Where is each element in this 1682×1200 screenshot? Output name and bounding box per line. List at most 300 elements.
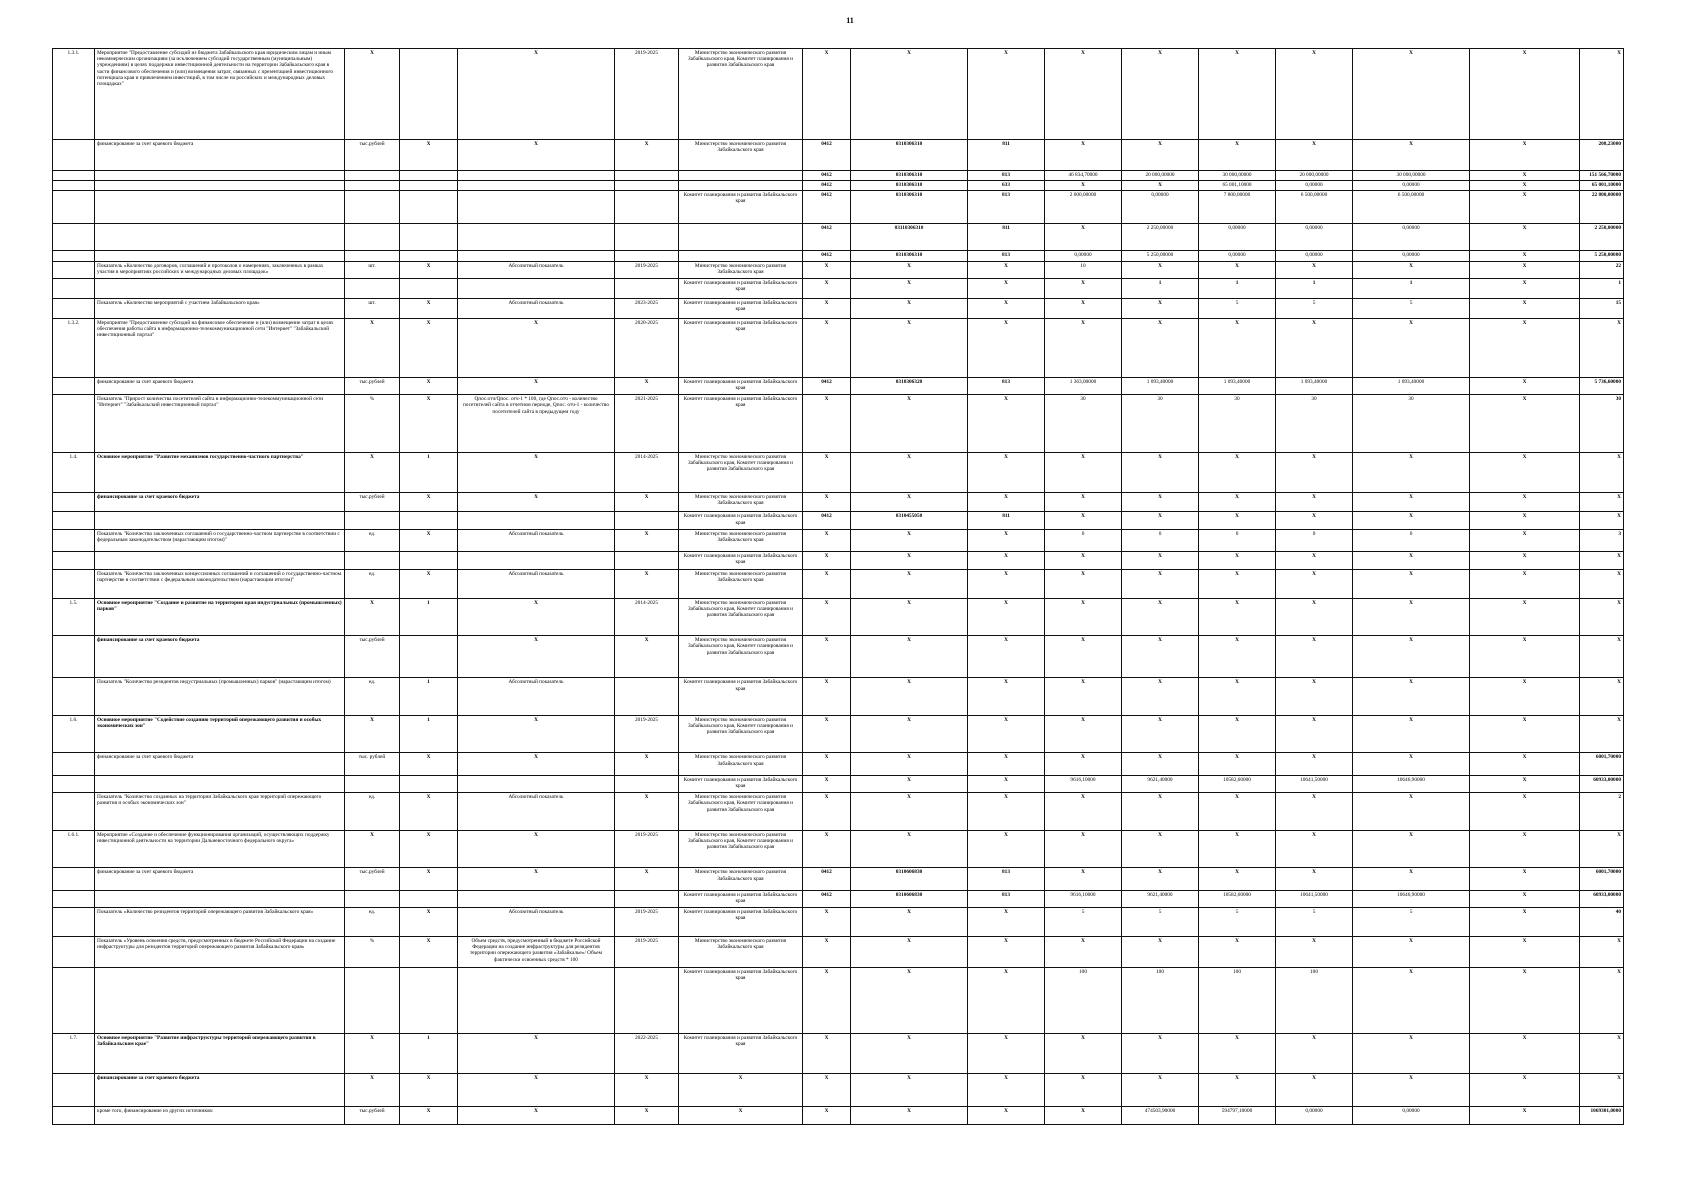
cell-unit (345, 512, 400, 530)
cell-value-2021: X (1045, 753, 1122, 775)
cell-target-code: 0310306310 (851, 170, 968, 180)
cell-unit: шт. (345, 261, 400, 278)
cell-method (458, 278, 615, 298)
cell-name: финансирование за счет краевого бюджета (95, 636, 345, 678)
cell-executor: Комитет планирования и развития Забайкальского края (679, 395, 803, 453)
cell-number: 1.4. (53, 452, 95, 492)
cell-value-2023: 0 (1199, 530, 1276, 552)
cell-total: 208,23000 (1580, 139, 1624, 170)
cell-name: Мероприятие «Создание и обеспечение функционирования организаций, осуществляющих поддержку инвестиционной деятельности на территории Дальневосточного федерального округа» (95, 830, 345, 868)
cell-value-2022: 5 (1122, 908, 1199, 937)
cell-target-code: X (851, 569, 968, 598)
cell-total: 15 (1580, 298, 1624, 318)
cell-col3: X (400, 793, 458, 831)
cell-executor: Министерство экономического развития Забайкальского края, Комитет планирования и развития Забайкальского края (679, 452, 803, 492)
table-row (53, 598, 1624, 636)
cell-period: 2019-2025 (615, 49, 679, 140)
table-row (53, 298, 1624, 318)
cell-value-2021: X (1045, 139, 1122, 170)
cell-executor: Комитет планирования и развития Забайкальского края (679, 967, 803, 1033)
cell-value-2021: X (1045, 298, 1122, 318)
cell-number (53, 552, 95, 570)
cell-number (53, 224, 95, 251)
cell-value-2022: X (1122, 492, 1199, 512)
cell-expense-code: X (968, 278, 1045, 298)
cell-value-extra: X (1470, 170, 1580, 180)
cell-expense-code: X (968, 937, 1045, 968)
cell-value-2021: 9616,10000 (1045, 775, 1122, 793)
cell-target-code: X (851, 830, 968, 868)
cell-target-code: X (851, 1073, 968, 1106)
cell-number (53, 1073, 95, 1106)
table-row (53, 1034, 1624, 1074)
cell-col3: 1 (400, 678, 458, 716)
cell-col3: X (400, 378, 458, 395)
cell-value-2025: X (1353, 678, 1470, 716)
cell-section-code: X (803, 937, 851, 968)
cell-number (53, 278, 95, 298)
cell-value-2021: X (1045, 318, 1122, 378)
cell-name (95, 278, 345, 298)
cell-col3 (400, 636, 458, 678)
cell-unit: ед. (345, 908, 400, 937)
cell-total: X (1580, 830, 1624, 868)
cell-expense-code: X (968, 452, 1045, 492)
cell-period: X (615, 139, 679, 170)
cell-method: X (458, 753, 615, 775)
cell-value-extra: X (1470, 250, 1580, 261)
cell-value-2021: X (1045, 830, 1122, 868)
cell-expense-code: X (968, 793, 1045, 831)
cell-section-code: 0412 (803, 224, 851, 251)
cell-value-2024: 0,00000 (1276, 250, 1353, 261)
cell-col3 (400, 512, 458, 530)
cell-name (95, 775, 345, 793)
table-row (53, 250, 1624, 261)
cell-executor (679, 250, 803, 261)
cell-name (95, 190, 345, 223)
cell-value-2022: X (1122, 298, 1199, 318)
cell-section-code: X (803, 298, 851, 318)
cell-value-2024: X (1276, 452, 1353, 492)
cell-target-code: 0310306310 (851, 139, 968, 170)
cell-name (95, 250, 345, 261)
cell-expense-code: X (968, 552, 1045, 570)
cell-target-code: X (851, 678, 968, 716)
cell-value-2025: X (1353, 452, 1470, 492)
cell-value-extra: X (1470, 552, 1580, 570)
cell-method: Qпос.отч/Qпос. отч-1 * 100, где Qпос.отч - количество посетителей сайта в отчетном периоде, Qпос. отч-1 - количество посетителей сайта в предыдущем году (458, 395, 615, 453)
cell-total: 65 001,10000 (1580, 180, 1624, 190)
cell-value-2025: X (1353, 569, 1470, 598)
cell-value-extra: X (1470, 636, 1580, 678)
cell-name: Показатель «Количество резидентов территорий опережающего развития Забайкальского края» (95, 908, 345, 937)
cell-value-2024: X (1276, 552, 1353, 570)
cell-method: X (458, 1034, 615, 1074)
cell-value-extra: X (1470, 1073, 1580, 1106)
cell-total: 22 800,00000 (1580, 190, 1624, 223)
cell-col3: 1 (400, 715, 458, 753)
cell-period: X (615, 1107, 679, 1125)
cell-value-2025: 6 500,00000 (1353, 190, 1470, 223)
cell-col3: X (400, 1107, 458, 1125)
cell-col3: X (400, 569, 458, 598)
cell-value-2024: 30 (1276, 395, 1353, 453)
cell-target-code: 0310306310 (851, 250, 968, 261)
cell-value-2023: X (1199, 1034, 1276, 1074)
cell-col3 (400, 890, 458, 908)
cell-target-code: X (851, 775, 968, 793)
cell-name (95, 552, 345, 570)
cell-value-2023: 0,00000 (1199, 224, 1276, 251)
cell-value-extra: X (1470, 452, 1580, 492)
cell-method: X (458, 1073, 615, 1106)
cell-unit: тыс.рублей (345, 139, 400, 170)
cell-executor: Комитет планирования и развития Забайкальского края (679, 298, 803, 318)
cell-total: X (1580, 1034, 1624, 1074)
cell-value-2023: X (1199, 1073, 1276, 1106)
cell-name (95, 967, 345, 1033)
cell-value-2025: X (1353, 967, 1470, 1033)
cell-col3 (400, 278, 458, 298)
cell-unit: тыс.рублей (345, 492, 400, 512)
cell-target-code: 0310306310 (851, 180, 968, 190)
cell-total: X (1580, 569, 1624, 598)
table-row (53, 492, 1624, 512)
cell-section-code: X (803, 569, 851, 598)
cell-value-2023: X (1199, 868, 1276, 890)
cell-total: X (1580, 318, 1624, 378)
cell-period: 2021-2025 (615, 395, 679, 453)
cell-value-2021: 46 834,70000 (1045, 170, 1122, 180)
cell-section-code: 0412 (803, 180, 851, 190)
cell-target-code: X (851, 261, 968, 278)
cell-period: 2019-2025 (615, 261, 679, 278)
cell-value-extra: X (1470, 678, 1580, 716)
cell-executor: Комитет планирования и развития Забайкальского края (679, 190, 803, 223)
cell-value-extra: X (1470, 278, 1580, 298)
cell-value-2025: 10646,90000 (1353, 890, 1470, 908)
cell-expense-code: X (968, 775, 1045, 793)
cell-value-2022: X (1122, 793, 1199, 831)
cell-value-extra: X (1470, 1034, 1580, 1074)
cell-number (53, 170, 95, 180)
cell-value-2025: X (1353, 636, 1470, 678)
cell-executor (679, 170, 803, 180)
cell-executor: Министерство экономического развития Забайкальского края (679, 753, 803, 775)
cell-method: X (458, 1107, 615, 1125)
cell-section-code: X (803, 452, 851, 492)
cell-value-2025: X (1353, 552, 1470, 570)
cell-expense-code: X (968, 318, 1045, 378)
cell-value-extra: X (1470, 967, 1580, 1033)
cell-number (53, 139, 95, 170)
cell-name: Мероприятие "Предоставление субсидий из бюджета Забайкальского края юридическим лицам и иным некоммерческим организациям (за исключением субсидий государственным (муниципальным) учреждениям) в целях поддержки инвестиционной деятельности на территории Забайкальского края в части финансового обеспечения и (или) возмещения затрат, связанных с презентацией инвестиционного потенциала края и привлечением инвестиций, в том числе на российских и международных деловых площадках" (95, 49, 345, 140)
table-row (53, 1107, 1624, 1125)
cell-value-2021: X (1045, 868, 1122, 890)
cell-section-code: X (803, 715, 851, 753)
cell-expense-code: X (968, 715, 1045, 753)
cell-target-code: X (851, 1034, 968, 1074)
cell-section-code: X (803, 830, 851, 868)
cell-value-2021: X (1045, 937, 1122, 968)
cell-period: 2023-2025 (615, 298, 679, 318)
cell-total: X (1580, 512, 1624, 530)
cell-col3: X (400, 937, 458, 968)
cell-section-code: X (803, 318, 851, 378)
cell-section-code: 0412 (803, 512, 851, 530)
cell-executor: Министерство экономического развития Забайкальского края (679, 261, 803, 278)
cell-number (53, 937, 95, 968)
cell-number (53, 378, 95, 395)
cell-value-2021: X (1045, 278, 1122, 298)
cell-unit: тыс. рублей (345, 753, 400, 775)
cell-target-code: X (851, 937, 968, 968)
table-row (53, 1073, 1624, 1106)
cell-value-2023: 7 800,00000 (1199, 190, 1276, 223)
cell-target-code: 0310306320 (851, 378, 968, 395)
cell-value-2023: X (1199, 49, 1276, 140)
cell-value-2023: 5 (1199, 298, 1276, 318)
cell-value-2023: X (1199, 261, 1276, 278)
cell-value-2024: 5 (1276, 298, 1353, 318)
cell-executor: Министерство экономического развития Забайкальского края, Комитет планирования и развития Забайкальского края (679, 636, 803, 678)
cell-col3 (400, 49, 458, 140)
cell-number (53, 678, 95, 716)
cell-value-2025: 1 093,40000 (1353, 378, 1470, 395)
cell-value-2023: X (1199, 793, 1276, 831)
cell-value-extra: X (1470, 830, 1580, 868)
cell-number (53, 298, 95, 318)
cell-value-2025: 1 (1353, 278, 1470, 298)
cell-period: X (615, 1073, 679, 1106)
table-row (53, 49, 1624, 140)
cell-period (615, 967, 679, 1033)
cell-value-2025: 0 (1353, 530, 1470, 552)
cell-col3 (400, 180, 458, 190)
cell-expense-code: X (968, 636, 1045, 678)
cell-period: 2019-2025 (615, 937, 679, 968)
cell-total: 60933,00000 (1580, 775, 1624, 793)
cell-value-extra: X (1470, 908, 1580, 937)
cell-period (615, 678, 679, 716)
cell-period (615, 180, 679, 190)
cell-expense-code: 813 (968, 190, 1045, 223)
cell-value-2021: 9616,10000 (1045, 890, 1122, 908)
cell-section-code: X (803, 552, 851, 570)
cell-value-2023: X (1199, 318, 1276, 378)
cell-number (53, 967, 95, 1033)
cell-method: X (458, 598, 615, 636)
cell-value-2022: 1 093,40000 (1122, 378, 1199, 395)
cell-name (95, 890, 345, 908)
cell-name: финансирование за счет краевого бюджета (95, 139, 345, 170)
cell-total: X (1580, 1073, 1624, 1106)
cell-total: X (1580, 492, 1624, 512)
cell-period (615, 512, 679, 530)
cell-value-2021: 100 (1045, 967, 1122, 1033)
cell-total: 6001,70000 (1580, 868, 1624, 890)
cell-value-extra: X (1470, 753, 1580, 775)
cell-value-2024: 6 500,00000 (1276, 190, 1353, 223)
cell-unit: ед. (345, 569, 400, 598)
cell-executor: Министерство экономического развития Забайкальского края, Комитет планирования и развития Забайкальского края (679, 715, 803, 753)
cell-total: X (1580, 598, 1624, 636)
cell-value-2021: 5 (1045, 908, 1122, 937)
cell-value-extra: X (1470, 1107, 1580, 1125)
table-row (53, 530, 1624, 552)
cell-value-2025: X (1353, 318, 1470, 378)
cell-col3: X (400, 830, 458, 868)
cell-section-code: X (803, 967, 851, 1033)
cell-target-code: X (851, 753, 968, 775)
cell-expense-code: X (968, 598, 1045, 636)
cell-unit: X (345, 1073, 400, 1106)
cell-value-2025: X (1353, 715, 1470, 753)
program-table (52, 48, 1624, 1125)
cell-expense-code: X (968, 298, 1045, 318)
cell-expense-code: X (968, 830, 1045, 868)
cell-period: 2014-2025 (615, 598, 679, 636)
cell-expense-code: X (968, 261, 1045, 278)
table-row (53, 636, 1624, 678)
cell-method: Абсолютный показатель (458, 298, 615, 318)
cell-value-extra: X (1470, 378, 1580, 395)
cell-unit: ед. (345, 530, 400, 552)
cell-value-2025: 0,00000 (1353, 1107, 1470, 1125)
cell-section-code: X (803, 636, 851, 678)
cell-col3 (400, 224, 458, 251)
cell-target-code: X (851, 278, 968, 298)
cell-total: 30 (1580, 395, 1624, 453)
cell-executor: Министерство экономического развития Забайкальского края (679, 530, 803, 552)
cell-expense-code: 813 (968, 378, 1045, 395)
cell-value-2024: X (1276, 261, 1353, 278)
cell-period (615, 170, 679, 180)
cell-value-2022: X (1122, 139, 1199, 170)
cell-value-2024: 100 (1276, 967, 1353, 1033)
cell-number (53, 890, 95, 908)
cell-total: X (1580, 636, 1624, 678)
cell-executor: Министерство экономического развития Забайкальского края (679, 937, 803, 968)
cell-name (95, 224, 345, 251)
cell-target-code: X (851, 395, 968, 453)
cell-value-2025: X (1353, 830, 1470, 868)
cell-unit: X (345, 49, 400, 140)
cell-value-2024: X (1276, 830, 1353, 868)
cell-section-code: X (803, 278, 851, 298)
cell-executor (679, 224, 803, 251)
cell-method: X (458, 378, 615, 395)
cell-period (615, 190, 679, 223)
cell-total: 1069301,0000 (1580, 1107, 1624, 1125)
table-row (53, 868, 1624, 890)
cell-unit (345, 180, 400, 190)
cell-executor: Комитет планирования и развития Забайкальского края (679, 908, 803, 937)
table-row (53, 180, 1624, 190)
cell-col3 (400, 190, 458, 223)
cell-value-2022: X (1122, 1073, 1199, 1106)
cell-name: финансирование за счет краевого бюджета (95, 868, 345, 890)
cell-method: Абсолютный показатель (458, 908, 615, 937)
cell-col3: X (400, 908, 458, 937)
cell-value-2022: X (1122, 1034, 1199, 1074)
cell-period: 2020-2025 (615, 318, 679, 378)
cell-value-2024: X (1276, 49, 1353, 140)
cell-value-2021: 10 (1045, 261, 1122, 278)
cell-executor: Министерство экономического развития Забайкальского края, Комитет планирования и развития Забайкальского края (679, 598, 803, 636)
cell-col3: X (400, 868, 458, 890)
cell-number (53, 512, 95, 530)
cell-section-code: 0412 (803, 868, 851, 890)
cell-executor: Комитет планирования и развития Забайкальского края (679, 552, 803, 570)
cell-value-2022: 9621,40000 (1122, 775, 1199, 793)
cell-value-2021: X (1045, 552, 1122, 570)
cell-value-2023: 5 (1199, 908, 1276, 937)
cell-value-2021: X (1045, 49, 1122, 140)
cell-executor: Министерство экономического развития Забайкальского края, Комитет планирования и развития Забайкальского края (679, 793, 803, 831)
cell-value-2022: X (1122, 569, 1199, 598)
cell-value-2022: X (1122, 715, 1199, 753)
cell-value-2021: X (1045, 598, 1122, 636)
cell-number (53, 180, 95, 190)
cell-number (53, 250, 95, 261)
cell-name: Показатель «Уровень освоения средств, предусмотренных в бюджете Российской Федерации на создание инфраструктуры для резидентов территорий опережающего развития Забайкальского края» (95, 937, 345, 968)
cell-col3: X (400, 492, 458, 512)
cell-expense-code: 811 (968, 139, 1045, 170)
cell-expense-code: X (968, 395, 1045, 453)
cell-expense-code: 813 (968, 250, 1045, 261)
cell-expense-code: X (968, 967, 1045, 1033)
cell-executor: X (679, 1107, 803, 1125)
cell-value-extra: X (1470, 139, 1580, 170)
cell-target-code: X (851, 715, 968, 753)
cell-method: Абсолютный показатель (458, 530, 615, 552)
cell-expense-code: 813 (968, 890, 1045, 908)
cell-target-code: 0310606830 (851, 890, 968, 908)
cell-name (95, 512, 345, 530)
cell-value-2023: 30 (1199, 395, 1276, 453)
cell-name: финансирование за счет краевого бюджета (95, 492, 345, 512)
cell-total: X (1580, 552, 1624, 570)
cell-expense-code: X (968, 1073, 1045, 1106)
cell-value-2024: X (1276, 868, 1353, 890)
cell-section-code: X (803, 908, 851, 937)
cell-method: Абсолютный показатель (458, 569, 615, 598)
cell-section-code: X (803, 492, 851, 512)
cell-number: 1.6.1. (53, 830, 95, 868)
cell-value-2024: X (1276, 636, 1353, 678)
cell-executor: Комитет планирования и развития Забайкальского края (679, 1034, 803, 1074)
cell-value-2024: X (1276, 569, 1353, 598)
table-row (53, 678, 1624, 716)
cell-target-code: 0310306310 (851, 190, 968, 223)
cell-expense-code: X (968, 530, 1045, 552)
cell-value-2022: X (1122, 512, 1199, 530)
cell-section-code: X (803, 753, 851, 775)
cell-value-2022: 9621,40000 (1122, 890, 1199, 908)
cell-period: 2019-2025 (615, 830, 679, 868)
cell-value-2023: 10582,60000 (1199, 775, 1276, 793)
cell-name: Показатель "Количество резидентов индустриальных (промышленных) парков" (нарастающим итогом) (95, 678, 345, 716)
cell-section-code: X (803, 1034, 851, 1074)
cell-expense-code: 633 (968, 180, 1045, 190)
cell-value-extra: X (1470, 937, 1580, 968)
cell-value-2025: 5 (1353, 298, 1470, 318)
cell-target-code: 0310455050 (851, 512, 968, 530)
cell-value-2025: 5 (1353, 908, 1470, 937)
cell-method (458, 890, 615, 908)
